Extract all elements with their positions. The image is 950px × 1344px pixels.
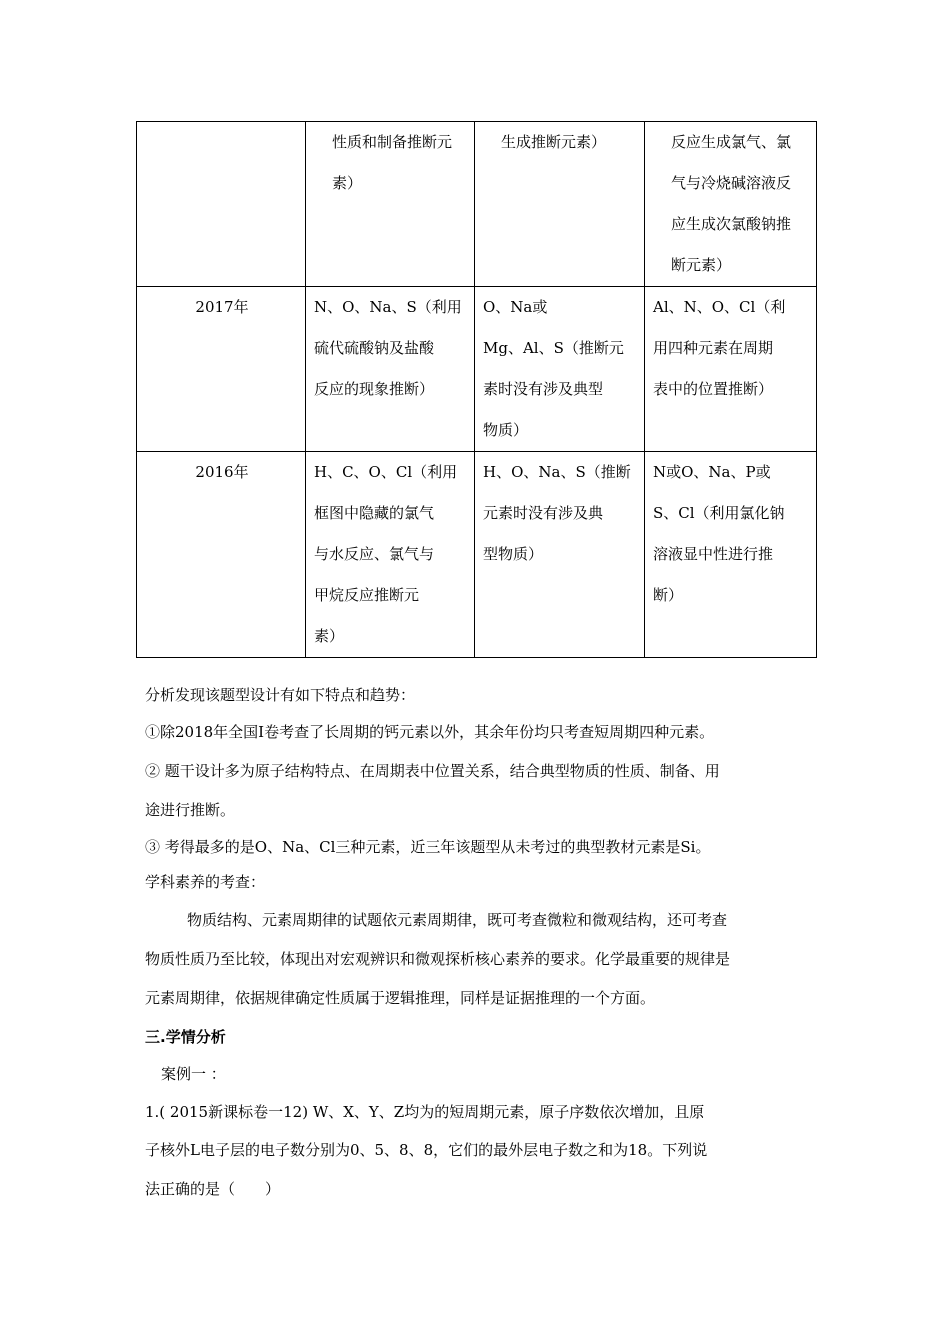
table-cell: Al、N、O、Cl（利 用四种元素在周期 表中的位置推断）	[645, 287, 817, 452]
table-row	[137, 122, 817, 287]
question-line: 1.( 2015新课标卷一12) W、X、Y、Z均为的短周期元素，原子序数依次增加，且原	[145, 1103, 705, 1121]
table-cell: O、Na或 Mg、Al、S（推断元 素时没有涉及典型 物质）	[475, 287, 645, 452]
analysis-point-3: ③ 考得最多的是O、Na、Cl三种元素，近三年该题型从未考过的典型教材元素是Si。	[145, 838, 711, 856]
table-cell: H、C、O、Cl（利用 框图中隐藏的氯气 与水反应、氯气与 甲烷反应推断元 素）	[306, 452, 475, 658]
literacy-title: 学科素养的考查：	[145, 873, 266, 891]
table-cell: 反应生成氯气、氯 气与冷烧碱溶液反 应生成次氯酸钠推 断元素）	[645, 122, 817, 287]
element-inference-table	[136, 121, 817, 658]
table-cell: 生成推断元素）	[475, 122, 645, 287]
table-cell: N、O、Na、S（利用 硫代硫酸钠及盐酸 反应的现象推断）	[306, 287, 475, 452]
table-cell: N或O、Na、P或 S、Cl（利用氯化钠 溶液显中性进行推 断）	[645, 452, 817, 658]
case-label: 案例一 ：	[161, 1065, 226, 1083]
literacy-paragraph-line: 物质性质乃至比较，体现出对宏观辨识和微观探析核心素养的要求。化学最重要的规律是	[145, 950, 731, 968]
analysis-point-1: ①除2018年全国Ⅰ卷考查了长周期的钙元素以外，其余年份均只考查短周期四种元素。	[145, 723, 715, 741]
table-cell: 性质和制备推断元 素）	[306, 122, 475, 287]
literacy-paragraph-line: 物质结构、元素周期律的试题依元素周期律，既可考查微粒和微观结构，还可考查	[187, 911, 728, 929]
analysis-point-2-cont: 途进行推断。	[145, 801, 236, 819]
analysis-point-2: ② 题干设计多为原子结构特点、在周期表中位置关系，结合典型物质的性质、制备、用	[145, 762, 720, 780]
analysis-intro: 分析发现该题型设计有如下特点和趋势：	[145, 686, 416, 704]
table-cell: H、O、Na、S（推断 元素时没有涉及典 型物质）	[475, 452, 645, 658]
question-line: 子核外L电子层的电子数分别为0、5、8、8，它们的最外层电子数之和为18。下列说	[145, 1141, 708, 1159]
table-row	[137, 452, 817, 658]
question-line: 法正确的是（ ）	[145, 1180, 281, 1198]
literacy-paragraph-line: 元素周期律，依据规律确定性质属于逻辑推理，同样是证据推理的一个方面。	[145, 989, 656, 1007]
year-cell: 2017年	[137, 287, 306, 452]
section-heading: 三.学情分析	[145, 1028, 226, 1046]
table-row	[137, 287, 817, 452]
year-cell: 2016年	[137, 452, 306, 658]
year-cell	[137, 122, 306, 287]
